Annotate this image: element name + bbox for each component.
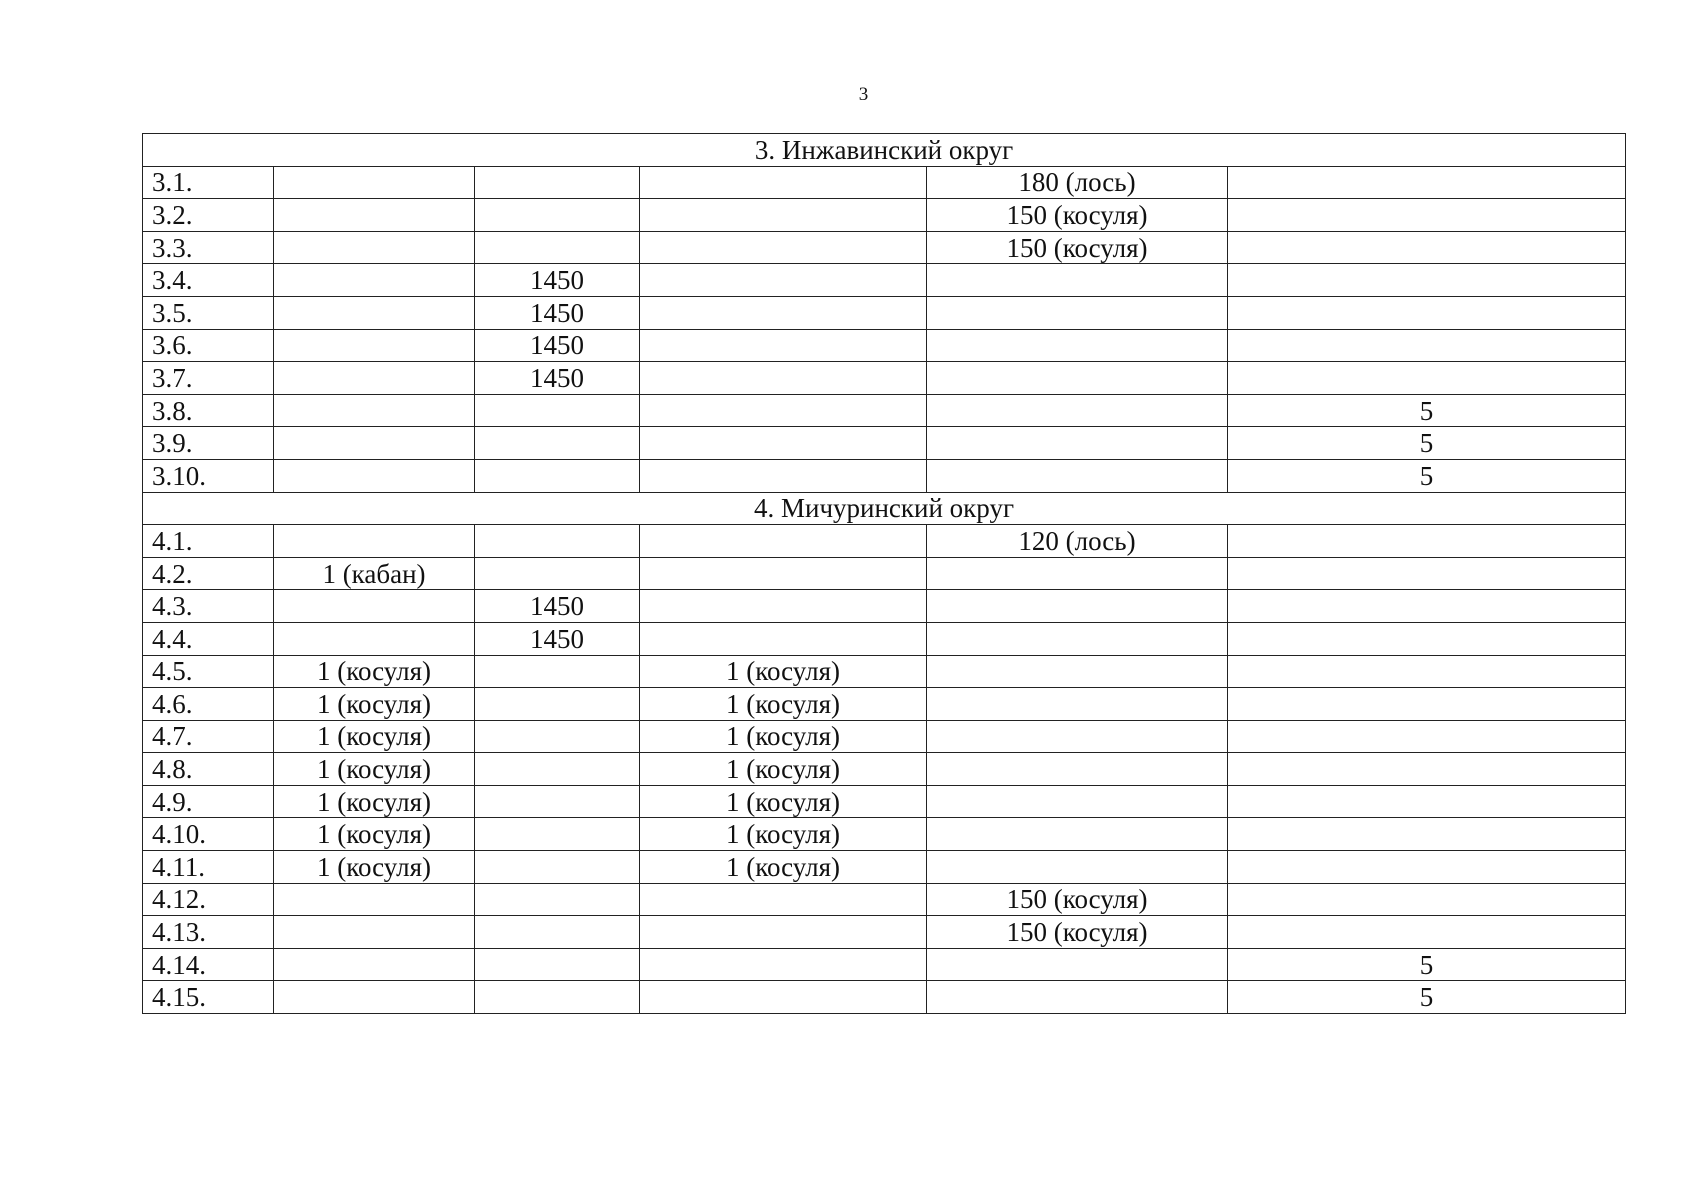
row-number-cell: 3.2. — [143, 199, 274, 232]
table-cell — [1228, 362, 1626, 395]
page-number: 3 — [858, 84, 869, 105]
table-cell — [1228, 329, 1626, 362]
table-cell — [274, 622, 475, 655]
row-number-cell: 3.7. — [143, 362, 274, 395]
row-number-cell: 4.11. — [143, 851, 274, 884]
table-row — [143, 362, 1626, 395]
table-cell — [640, 362, 927, 395]
table-cell — [1228, 264, 1626, 297]
table-cell: 1 (косуля) — [274, 688, 475, 721]
table-cell: 1450 — [475, 622, 640, 655]
table-cell — [475, 199, 640, 232]
table-row — [143, 231, 1626, 264]
table-cell — [274, 459, 475, 492]
table-row — [143, 981, 1626, 1014]
row-number-cell: 3.6. — [143, 329, 274, 362]
table-row — [143, 199, 1626, 232]
row-number-cell: 4.10. — [143, 818, 274, 851]
table-cell — [640, 199, 927, 232]
table-cell — [640, 264, 927, 297]
table-cell — [927, 818, 1228, 851]
table-cell — [1228, 557, 1626, 590]
table-cell — [640, 948, 927, 981]
section-title: 3. Инжавинский округ — [143, 134, 1626, 167]
table-cell — [640, 329, 927, 362]
table-cell — [640, 981, 927, 1014]
row-number-cell: 3.1. — [143, 166, 274, 199]
table-cell — [1228, 199, 1626, 232]
row-number-cell: 3.9. — [143, 427, 274, 460]
table-cell: 1450 — [475, 590, 640, 623]
table-cell — [927, 329, 1228, 362]
table-cell — [640, 459, 927, 492]
row-number-cell: 4.5. — [143, 655, 274, 688]
table-cell — [1228, 720, 1626, 753]
table-cell: 150 (косуля) — [927, 883, 1228, 916]
row-number-cell: 4.14. — [143, 948, 274, 981]
table-row — [143, 166, 1626, 199]
table-cell: 1450 — [475, 264, 640, 297]
table-row — [143, 264, 1626, 297]
row-number-cell: 4.4. — [143, 622, 274, 655]
table-cell — [475, 427, 640, 460]
table-cell — [640, 231, 927, 264]
table-cell — [274, 948, 475, 981]
table-cell — [274, 525, 475, 558]
table-cell — [1228, 590, 1626, 623]
table-row — [143, 296, 1626, 329]
table-cell: 1 (косуля) — [274, 753, 475, 786]
table-row — [143, 622, 1626, 655]
table-cell — [274, 883, 475, 916]
table-cell — [1228, 525, 1626, 558]
table-cell: 150 (косуля) — [927, 231, 1228, 264]
table-cell — [475, 818, 640, 851]
table-cell — [1228, 655, 1626, 688]
table-row — [143, 688, 1626, 721]
table-cell: 5 — [1228, 459, 1626, 492]
table-cell: 5 — [1228, 981, 1626, 1014]
table-cell — [927, 557, 1228, 590]
table-row — [143, 525, 1626, 558]
quota-table — [142, 133, 1626, 1014]
table-cell — [640, 883, 927, 916]
table-cell — [475, 916, 640, 949]
table-cell — [927, 427, 1228, 460]
table-row — [143, 818, 1626, 851]
row-number-cell: 4.8. — [143, 753, 274, 786]
table-cell — [927, 264, 1228, 297]
table-cell — [274, 264, 475, 297]
table-cell — [1228, 231, 1626, 264]
table-cell — [274, 427, 475, 460]
table-cell — [927, 981, 1228, 1014]
table-cell — [475, 525, 640, 558]
table-cell — [1228, 296, 1626, 329]
table-cell: 1 (косуля) — [274, 655, 475, 688]
table-row — [143, 557, 1626, 590]
table-cell — [274, 590, 475, 623]
table-cell — [274, 394, 475, 427]
table-cell: 1 (косуля) — [274, 720, 475, 753]
table-cell: 1 (косуля) — [640, 720, 927, 753]
table-cell — [475, 883, 640, 916]
table-cell — [640, 525, 927, 558]
table-cell — [927, 753, 1228, 786]
row-number-cell: 4.7. — [143, 720, 274, 753]
table-cell: 1 (косуля) — [274, 851, 475, 884]
table-cell — [927, 362, 1228, 395]
row-number-cell: 3.5. — [143, 296, 274, 329]
table-cell: 1 (косуля) — [640, 818, 927, 851]
table-cell — [475, 459, 640, 492]
row-number-cell: 4.12. — [143, 883, 274, 916]
table-cell — [1228, 883, 1626, 916]
table-cell — [475, 557, 640, 590]
row-number-cell: 4.2. — [143, 557, 274, 590]
table-cell — [1228, 785, 1626, 818]
row-number-cell: 4.15. — [143, 981, 274, 1014]
table-cell — [640, 427, 927, 460]
table-cell — [475, 231, 640, 264]
table-cell — [1228, 166, 1626, 199]
row-number-cell: 4.6. — [143, 688, 274, 721]
quota-table-body — [143, 134, 1626, 1014]
row-number-cell: 3.4. — [143, 264, 274, 297]
table-cell — [927, 948, 1228, 981]
table-row — [143, 459, 1626, 492]
table-cell — [475, 851, 640, 884]
table-cell: 150 (косуля) — [927, 916, 1228, 949]
table-cell — [640, 394, 927, 427]
section-header-row — [143, 492, 1626, 525]
table-cell — [1228, 818, 1626, 851]
table-cell — [274, 231, 475, 264]
row-number-cell: 4.1. — [143, 525, 274, 558]
table-cell — [640, 590, 927, 623]
table-cell — [274, 916, 475, 949]
table-cell: 1450 — [475, 329, 640, 362]
table-cell — [475, 720, 640, 753]
table-cell — [640, 166, 927, 199]
table-cell: 1 (косуля) — [274, 818, 475, 851]
table-cell — [640, 557, 927, 590]
table-cell — [927, 394, 1228, 427]
table-cell — [1228, 753, 1626, 786]
table-cell — [475, 688, 640, 721]
table-cell: 1450 — [475, 296, 640, 329]
table-cell — [640, 296, 927, 329]
table-row — [143, 590, 1626, 623]
table-cell: 5 — [1228, 948, 1626, 981]
row-number-cell: 4.13. — [143, 916, 274, 949]
table-cell: 1450 — [475, 362, 640, 395]
table-cell — [927, 785, 1228, 818]
table-row — [143, 720, 1626, 753]
section-title: 4. Мичуринский округ — [143, 492, 1626, 525]
table-cell — [475, 753, 640, 786]
table-cell — [927, 459, 1228, 492]
table-cell — [475, 948, 640, 981]
table-cell — [927, 655, 1228, 688]
table-cell — [475, 394, 640, 427]
table-cell — [640, 916, 927, 949]
table-cell — [640, 622, 927, 655]
row-number-cell: 3.3. — [143, 231, 274, 264]
table-cell — [927, 851, 1228, 884]
table-row — [143, 655, 1626, 688]
table-row — [143, 883, 1626, 916]
table-cell — [1228, 851, 1626, 884]
table-row — [143, 394, 1626, 427]
table-cell — [274, 362, 475, 395]
table-cell: 180 (лось) — [927, 166, 1228, 199]
table-row — [143, 427, 1626, 460]
table-cell — [274, 981, 475, 1014]
table-cell — [1228, 688, 1626, 721]
table-cell: 1 (кабан) — [274, 557, 475, 590]
table-cell — [927, 622, 1228, 655]
row-number-cell: 4.3. — [143, 590, 274, 623]
table-cell: 5 — [1228, 394, 1626, 427]
table-cell — [274, 296, 475, 329]
table-cell: 150 (косуля) — [927, 199, 1228, 232]
table-cell — [475, 166, 640, 199]
table-row — [143, 851, 1626, 884]
table-cell: 1 (косуля) — [640, 785, 927, 818]
table-cell: 1 (косуля) — [274, 785, 475, 818]
table-cell: 5 — [1228, 427, 1626, 460]
table-cell — [927, 590, 1228, 623]
table-cell — [274, 329, 475, 362]
table-cell — [475, 981, 640, 1014]
table-cell — [927, 296, 1228, 329]
table-row — [143, 753, 1626, 786]
row-number-cell: 3.8. — [143, 394, 274, 427]
section-header-row — [143, 134, 1626, 167]
table-cell — [927, 688, 1228, 721]
row-number-cell: 4.9. — [143, 785, 274, 818]
table-cell — [274, 166, 475, 199]
row-number-cell: 3.10. — [143, 459, 274, 492]
table-row — [143, 329, 1626, 362]
table-cell — [475, 655, 640, 688]
table-cell — [927, 720, 1228, 753]
table-cell — [274, 199, 475, 232]
table-row — [143, 785, 1626, 818]
table-cell: 1 (косуля) — [640, 688, 927, 721]
table-row — [143, 916, 1626, 949]
table-cell: 1 (косуля) — [640, 753, 927, 786]
table-cell — [1228, 622, 1626, 655]
table-cell: 1 (косуля) — [640, 851, 927, 884]
table-cell — [1228, 916, 1626, 949]
table-row — [143, 948, 1626, 981]
table-cell — [475, 785, 640, 818]
table-cell: 120 (лось) — [927, 525, 1228, 558]
table-cell: 1 (косуля) — [640, 655, 927, 688]
